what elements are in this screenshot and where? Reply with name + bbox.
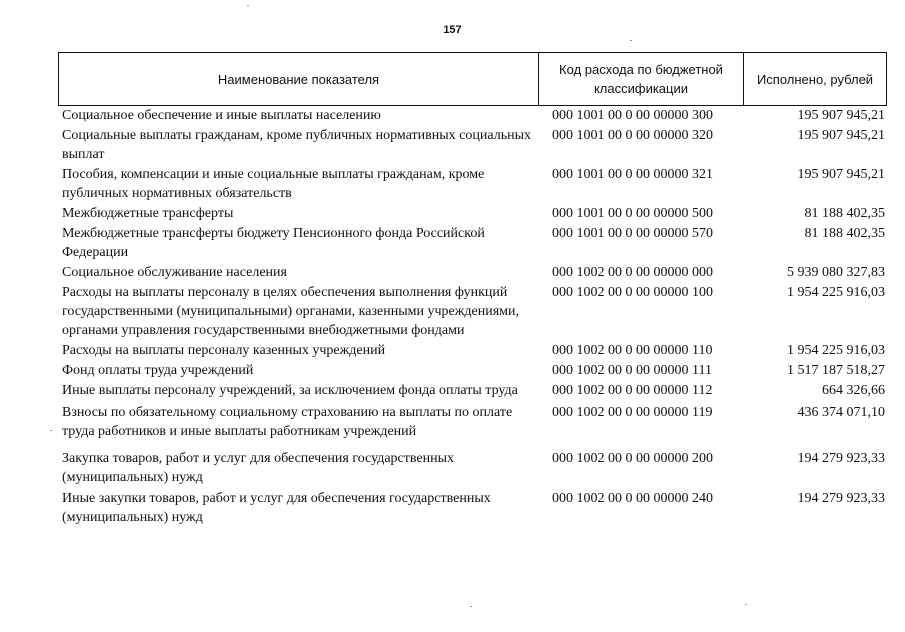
row-code: 000 1002 00 0 00 00000 119 [552,405,713,420]
row-amount: 194 279 923,33 [797,451,885,466]
header-amount: Исполнено, рублей [756,71,874,87]
row-name: Межбюджетные трансферты бюджету Пенсионного фонда Российской Федерации [62,226,485,260]
row-name: Закупка товаров, работ и услуг для обеспечения государственных (муниципальных) нужд [62,451,455,485]
row-code: 000 1002 00 0 00 00000 100 [552,285,713,300]
row-amount: 195 907 945,21 [797,128,885,143]
row-name: Социальные выплаты гражданам, кроме публичных нормативных социальных выплат [62,128,531,162]
table-row [62,263,888,282]
scan-speck [247,5,249,6]
row-amount: 664 326,66 [822,383,885,398]
table-row [62,165,888,203]
row-amount: 1 954 225 916,03 [787,285,885,300]
row-amount: 195 907 945,21 [797,108,885,123]
table-row [62,283,888,340]
row-name: Иные закупки товаров, работ и услуг для обеспечения государственных (муниципальных) нужд [62,491,491,525]
row-amount: 1 517 187 518,27 [787,363,885,378]
row-code: 000 1002 00 0 00 00000 240 [552,491,713,506]
table-row [62,204,888,223]
header-name: Наименование показателя [59,53,539,105]
row-name: Расходы на выплаты персоналу казенных учреждений [62,343,386,358]
table-row [62,489,888,527]
row-code: 000 1001 00 0 00 00000 300 [552,108,713,123]
row-amount: 436 374 071,10 [797,405,885,420]
table-body [62,106,888,527]
row-amount: 81 188 402,35 [804,226,885,241]
row-name: Взносы по обязательному социальному страхованию на выплаты по оплате труда работников и иные выплаты работникам учреждений [62,405,513,439]
row-amount: 81 188 402,35 [804,206,885,221]
row-code: 000 1002 00 0 00 00000 110 [552,343,713,358]
table-row [62,449,888,487]
row-code: 000 1002 00 0 00 00000 000 [552,265,713,280]
table-row [62,341,888,360]
row-code: 000 1001 00 0 00 00000 321 [552,167,713,182]
scan-speck [630,40,632,41]
table-row [62,106,888,125]
table-row [62,381,888,400]
table-row [62,361,888,380]
row-code: 000 1002 00 0 00 00000 112 [552,383,713,398]
row-code: 000 1001 00 0 00 00000 570 [552,226,713,241]
table-header [58,52,887,106]
row-amount: 194 279 923,33 [797,491,885,506]
scan-speck [470,606,472,607]
table-row [62,224,888,262]
row-code: 000 1002 00 0 00 00000 111 [552,363,712,378]
row-name: Социальное обслуживание населения [62,265,287,280]
table-row [62,126,888,164]
table-row [62,403,888,441]
row-name: Пособия, компенсации и иные социальные выплаты гражданам, кроме публичных нормативных обязательств [62,167,485,201]
page-number: 157 [443,24,462,36]
row-name: Межбюджетные трансферты [62,206,234,221]
row-code: 000 1002 00 0 00 00000 200 [552,451,713,466]
row-name: Социальное обеспечение и иные выплаты населению [62,108,381,123]
row-amount: 195 907 945,21 [797,167,885,182]
header-code: Код расхода по бюджетной классификации [539,53,744,105]
scan-speck [50,430,52,431]
row-name: Расходы на выплаты персоналу в целях обеспечения выполнения функций государственными (муниципальными) органами, казенными учреждениями, органами управления государственными внебюджетными фондами [62,285,519,338]
row-amount: 5 939 080 327,83 [787,265,885,280]
row-code: 000 1001 00 0 00 00000 500 [552,206,713,221]
row-code: 000 1001 00 0 00 00000 320 [552,128,713,143]
scan-speck [745,604,747,605]
row-amount: 1 954 225 916,03 [787,343,885,358]
row-name: Фонд оплаты труда учреждений [62,363,254,378]
row-name: Иные выплаты персоналу учреждений, за исключением фонда оплаты труда [62,383,518,398]
